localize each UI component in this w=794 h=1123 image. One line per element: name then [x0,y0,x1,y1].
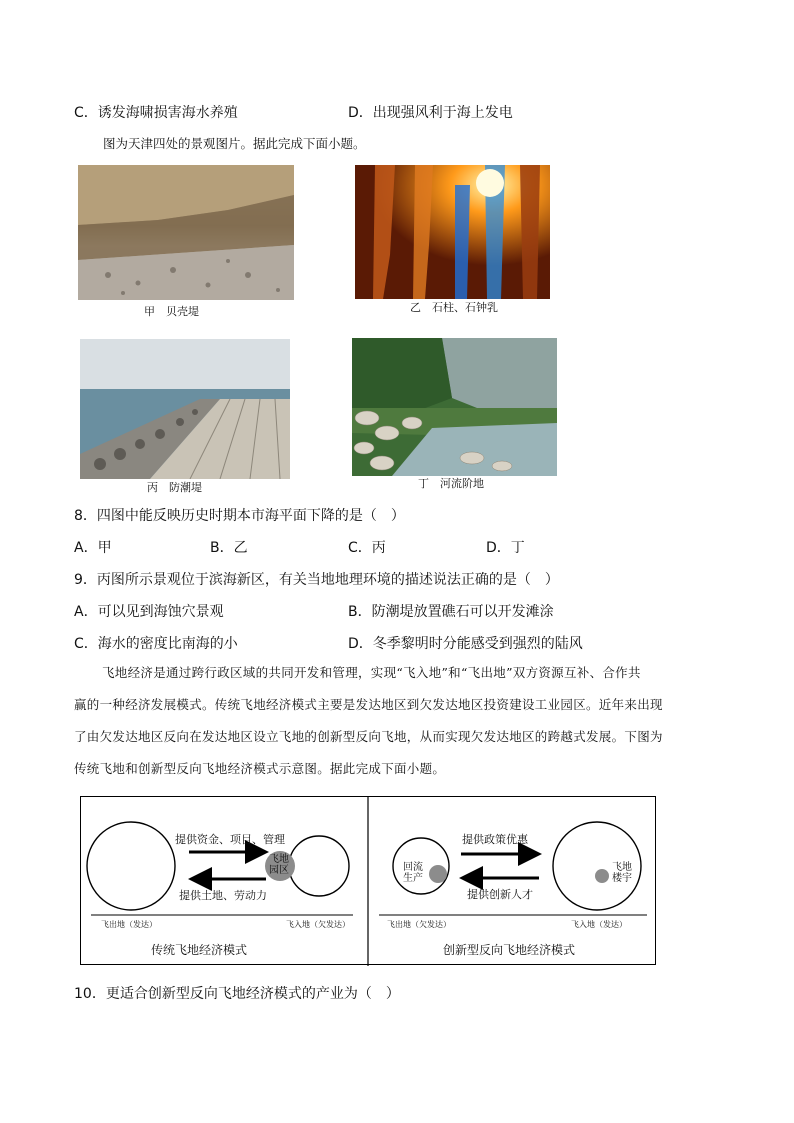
q8-option-d: D．丁 [486,540,525,556]
right-origin-label: 飞出地（欠发达） [387,920,451,929]
q7-option-c: C．诱发海啸损害海水养殖 [74,105,238,121]
passage [74,657,714,785]
right-arrow-top-label: 提供政策优惠 [462,833,528,846]
photo-river-terrace [352,338,557,476]
return-production-label: 回流 生产 [403,862,423,884]
q9-stem: 9．丙图所示景观位于滨海新区，有关当地地理环境的描述说法正确的是（ ） [74,572,559,588]
q8-option-a: A．甲 [74,540,112,556]
q8-option-b: B．乙 [210,540,248,556]
passage-line-2: 赢的一种经济发展模式。传统飞地经济模式主要是发达地区到欠发达地区投资建设工业园区。近年来出现 [74,697,663,712]
left-origin-label: 飞出地（发达） [101,920,157,929]
right-destination-label: 飞入地（发达） [571,920,627,929]
caption-ding: 丁 河流阶地 [418,477,484,490]
enclave-park-label: 飞地 园区 [269,854,289,876]
left-arrow-top-label: 提供资金、项目、管理 [175,833,285,846]
caption-jia: 甲 贝壳堤 [144,305,199,318]
photo-shell-ridge [78,165,294,300]
q7-option-d: D．出现强风利于海上发电 [348,105,513,121]
q8-stem: 8．四图中能反映历史时期本市海平面下降的是（ ） [74,508,405,524]
left-arrow-bottom-label: 提供土地、劳动力 [179,889,267,902]
caption-bing: 丙 防潮堤 [147,481,202,494]
q9-option-b: B．防潮堤放置礁石可以开发滩涂 [348,604,554,620]
q9-option-d: D．冬季黎明时分能感受到强烈的陆风 [348,636,583,652]
right-panel-title: 创新型反向飞地经济模式 [443,943,576,957]
left-destination-label: 飞入地（欠发达） [286,920,350,929]
enclave-economy-diagram [80,796,656,965]
photo-cave [355,165,550,299]
photo-seawall [80,339,290,479]
caption-yi: 乙 石柱、石钟乳 [410,301,498,314]
q9-option-c: C．海水的密度比南海的小 [74,636,238,652]
q8-option-c: C．丙 [348,540,386,556]
passage-line-1: 飞地经济是通过跨行政区域的共同开发和管理，实现“飞入地”和“飞出地”双方资源互补、合作共 [102,665,641,680]
passage-line-3: 了由欠发达地区反向在发达地区设立飞地的创新型反向飞地，从而实现欠发达地区的跨越式发展。下图为 [74,729,663,744]
photos-intro: 图为天津四处的景观图片。据此完成下面小题。 [103,136,366,151]
right-arrow-bottom-label: 提供创新人才 [467,888,533,901]
left-panel-title: 传统飞地经济模式 [151,943,248,957]
q10-stem: 10．更适合创新型反向飞地经济模式的产业为（ ） [74,986,400,1002]
passage-line-4: 传统飞地和创新型反向飞地经济模式示意图。据此完成下面小题。 [74,761,446,776]
enclave-building-label: 飞地 楼宇 [612,862,632,884]
q9-option-a: A．可以见到海蚀穴景观 [74,604,224,620]
